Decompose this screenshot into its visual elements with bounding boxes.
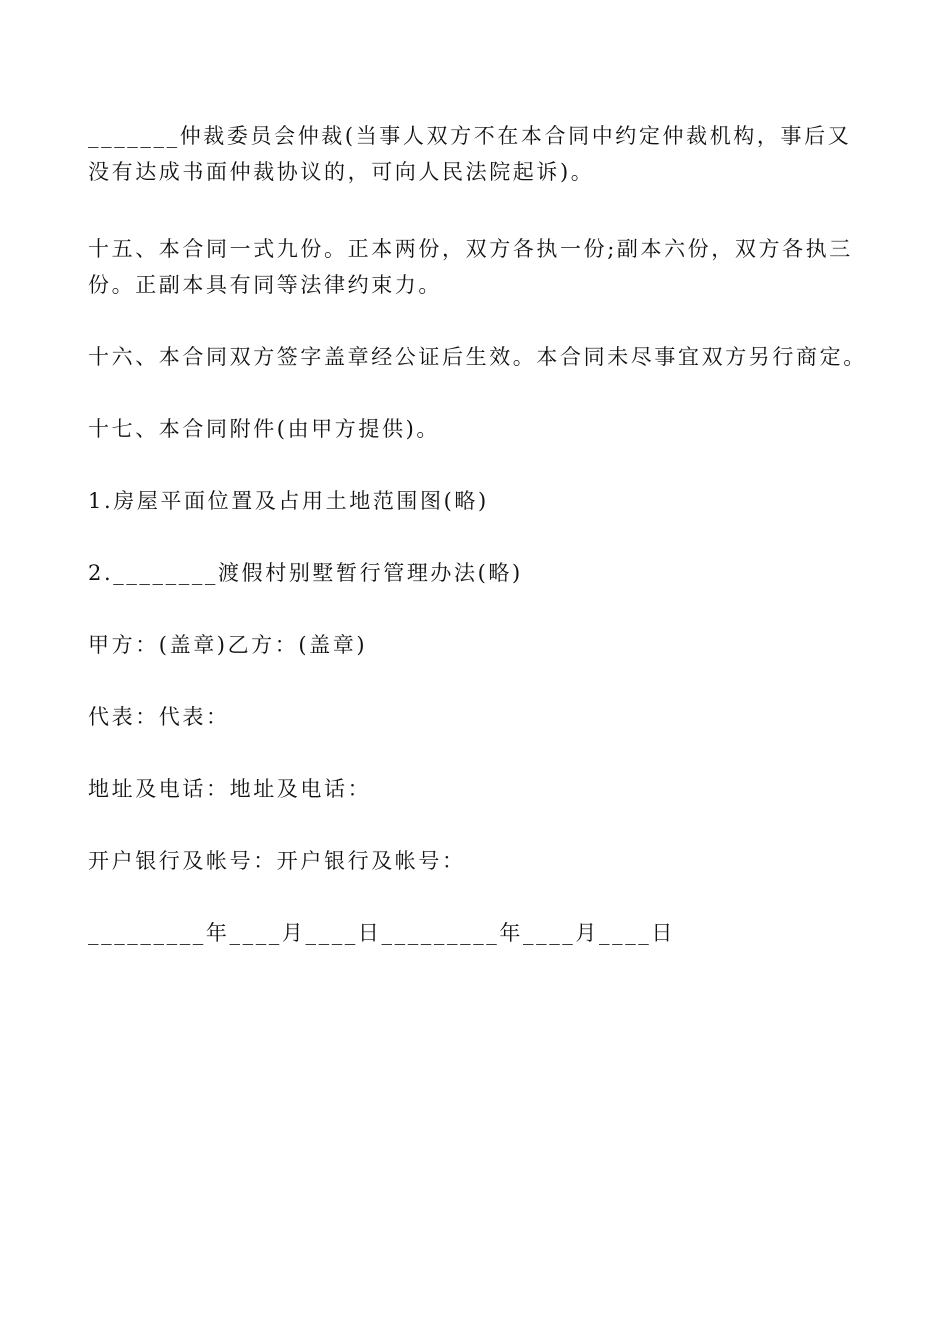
paragraph-clause-15: 十五、本合同一式九份。正本两份，双方各执一份;副本六份，双方各执三份。正副本具有同等法律约束力。 <box>88 237 853 297</box>
date-line: _________年____月____日_________年____月____日 <box>88 921 675 945</box>
bank-account-line: 开户银行及帐号：开户银行及帐号： <box>88 849 466 873</box>
paragraph-clause-16: 十六、本合同双方签字盖章经公证后生效。本合同未尽事宜双方另行商定。 <box>88 345 867 369</box>
paragraph-attachment-2: 2.________渡假村别墅暂行管理办法(略) <box>88 561 523 585</box>
signature-parties-line: 甲方：(盖章)乙方：(盖章) <box>88 633 368 657</box>
address-phone-line: 地址及电话：地址及电话： <box>88 777 372 801</box>
representative-line: 代表：代表： <box>88 705 230 729</box>
paragraph-arbitration: _______仲裁委员会仲裁(当事人双方不在本合同中约定仲裁机构，事后又没有达成书面仲裁协议的，可向人民法院起诉)。 <box>88 124 852 184</box>
paragraph-attachment-1: 1.房屋平面位置及占用土地范围图(略) <box>88 489 489 513</box>
paragraph-clause-17: 十七、本合同附件(由甲方提供)。 <box>88 417 440 441</box>
